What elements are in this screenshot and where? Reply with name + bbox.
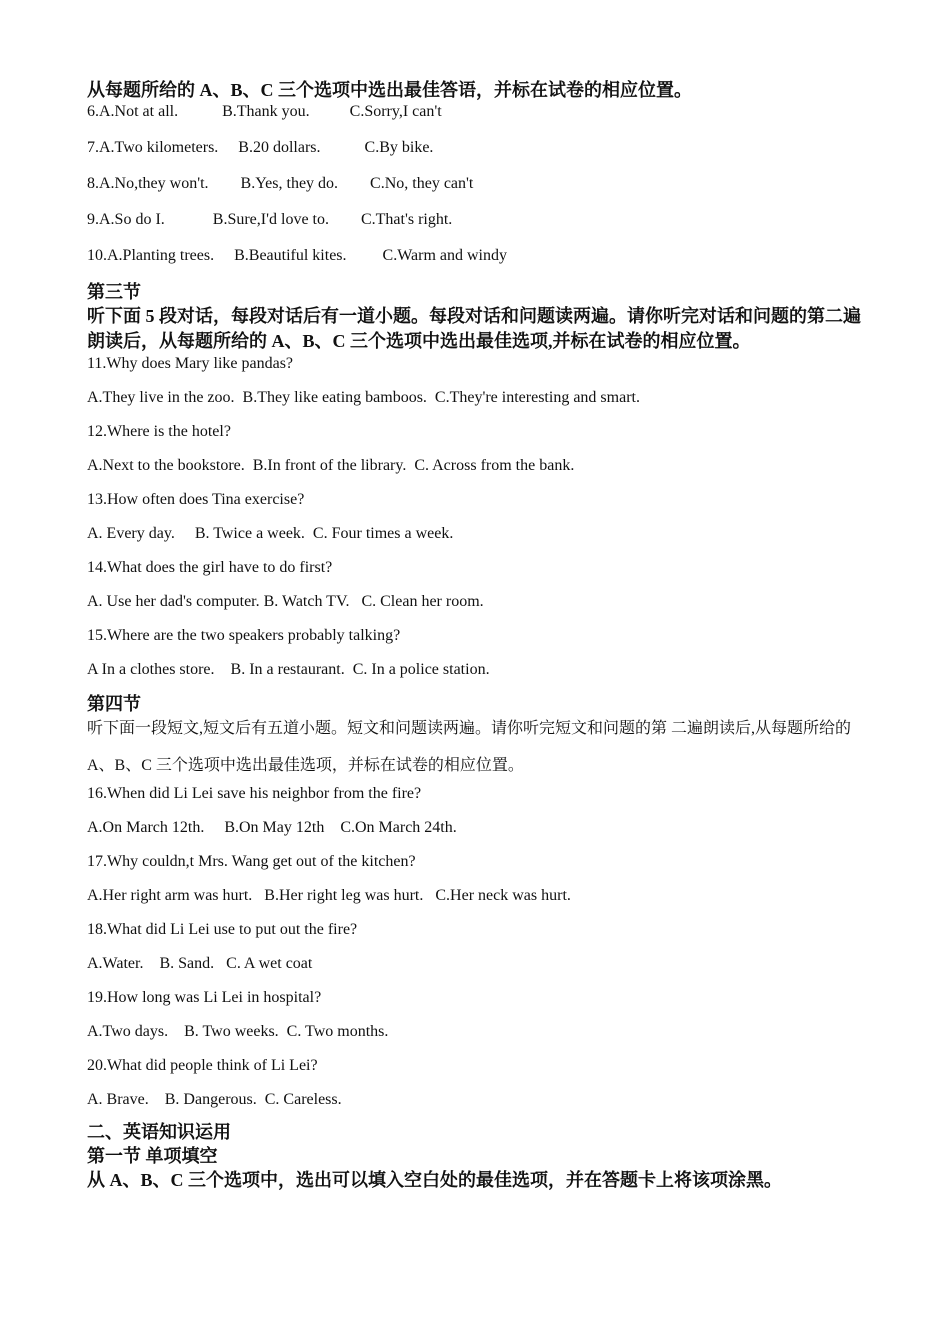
question-11: 11.Why does Mary like pandas?	[87, 355, 294, 372]
part2-instruction: 从 A、B、C 三个选项中，选出可以填入空白处的最佳选项，并在答题卡上将该项涂黑。	[87, 1170, 783, 1190]
options-19: A.Two days. B. Two weeks. C. Two months.	[87, 1023, 389, 1040]
question-18: 18.What did Li Lei use to put out the fire?	[87, 921, 358, 938]
question-19: 19.How long was Li Lei in hospital?	[87, 989, 322, 1006]
options-18: A.Water. B. Sand. C. A wet coat	[87, 955, 313, 972]
question-7: 7.A.Two kilometers. B.20 dollars. C.By bike.	[87, 139, 434, 156]
sec2-instruction: 从每题所给的 A、B、C 三个选项中选出最佳答语，并标在试卷的相应位置。	[87, 80, 693, 100]
sec3-title: 第三节	[87, 282, 141, 302]
options-13: A. Every day. B. Twice a week. C. Four times a week.	[87, 525, 454, 542]
question-10: 10.A.Planting trees. B.Beautiful kites. C.Warm and windy	[87, 247, 507, 264]
part2-title: 二、英语知识运用	[87, 1122, 231, 1142]
options-11: A.They live in the zoo. B.They like eating bamboos. C.They're interesting and smart.	[87, 389, 640, 406]
sec4-instruction: 听下面一段短文,短文后有五道小题。短文和问题读两遍。请你听完短文和问题的第 二遍朗读后,从每题所给的 A、B、C 三个选项中选出最佳选项，并标在试卷的相应位置。	[87, 720, 852, 774]
options-12: A.Next to the bookstore. B.In front of the library. C. Across from the bank.	[87, 457, 575, 474]
question-20: 20.What did people think of Li Lei?	[87, 1057, 318, 1074]
part2-subtitle: 第一节 单项填空	[87, 1146, 218, 1166]
question-17: 17.Why couldn,t Mrs. Wang get out of the kitchen?	[87, 853, 416, 870]
question-6: 6.A.Not at all. B.Thank you. C.Sorry,I can't	[87, 103, 442, 120]
question-13: 13.How often does Tina exercise?	[87, 491, 305, 508]
options-15: A In a clothes store. B. In a restaurant. C. In a police station.	[87, 661, 490, 678]
sec3-instruction: 听下面 5 段对话，每段对话后有一道小题。每段对话和问题读两遍。请你听完对话和问题的第二遍朗读后，从每题所给的 A、B、C 三个选项中选出最佳选项,并标在试卷的相应位置。	[87, 306, 861, 351]
question-14: 14.What does the girl have to do first?	[87, 559, 333, 576]
question-12: 12.Where is the hotel?	[87, 423, 231, 440]
options-14: A. Use her dad's computer. B. Watch TV. C. Clean her room.	[87, 593, 484, 610]
sec4-title: 第四节	[87, 694, 141, 714]
options-16: A.On March 12th. B.On May 12th C.On March 24th.	[87, 819, 457, 836]
options-20: A. Brave. B. Dangerous. C. Careless.	[87, 1091, 342, 1108]
question-8: 8.A.No,they won't. B.Yes, they do. C.No, they can't	[87, 175, 474, 192]
question-15: 15.Where are the two speakers probably talking?	[87, 627, 401, 644]
exam-page	[87, 78, 867, 1192]
options-17: A.Her right arm was hurt. B.Her right leg was hurt. C.Her neck was hurt.	[87, 887, 571, 904]
question-9: 9.A.So do I. B.Sure,I'd love to. C.That's right.	[87, 211, 453, 228]
question-16: 16.When did Li Lei save his neighbor from the fire?	[87, 785, 422, 802]
